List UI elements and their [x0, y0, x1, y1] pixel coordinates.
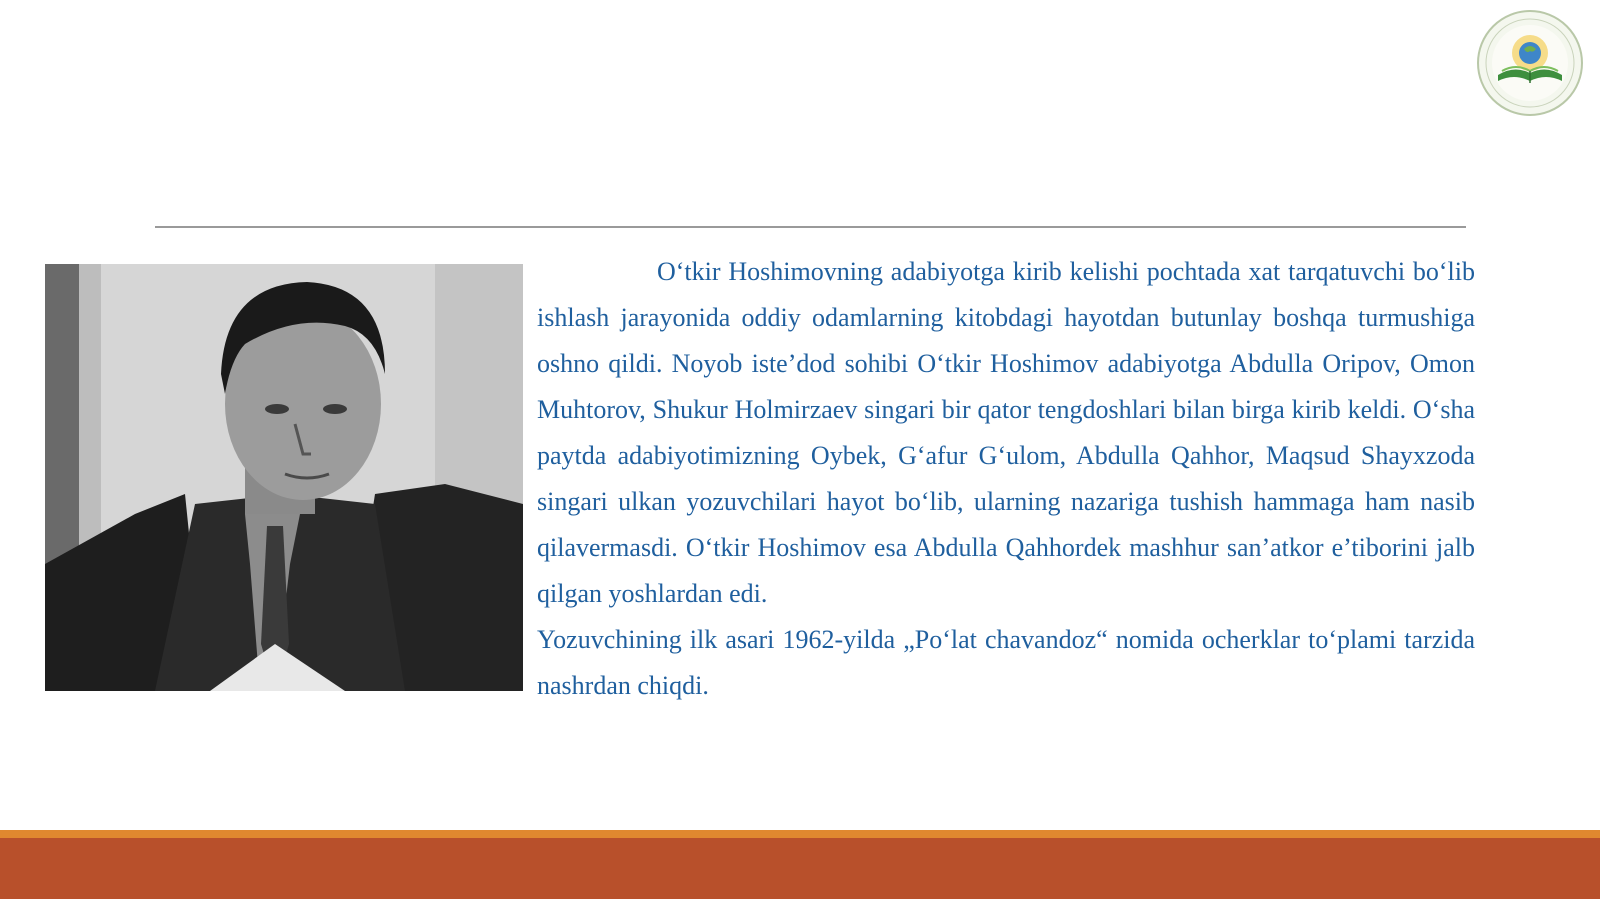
- author-portrait-photo: [45, 264, 523, 691]
- footer-bar-accent: [0, 830, 1600, 838]
- body-text: [537, 249, 1475, 709]
- header-divider: [155, 226, 1466, 228]
- footer-bar: [0, 830, 1600, 899]
- paragraph-first-work: Yozuvchining ilk asari 1962-yilda „Po‘lat chavandoz“ nomida ocherklar to‘plami tarzida nashrdan chiqdi.: [537, 625, 1475, 700]
- emblem-logo: [1476, 9, 1584, 117]
- paragraph-biography: O‘tkir Hoshimovning adabiyotga kirib kelishi pochtada xat tarqatuvchi bo‘lib ishlash jarayonida oddiy odamlarning kitobdagi hayotdan butunlay boshqa turmushiga oshno qildi. Noyob iste’dod sohibi O‘tkir Hoshimov adabiyotga Abdulla Oripov, Omon Muhtorov, Shukur Holmirzaev singari bir qator tengdoshlari bilan birga kirib keldi. O‘sha paytda adabiyotimizning Oybek, G‘afur G‘ulom, Abdulla Qahhor, Maqsud Shayxzoda singari ulkan yozuvchilari hayot bo‘lib, ularning nazariga tushish hammaga ham nasib qilavermasdi. O‘tkir Hoshimov esa Abdulla Qahhordek mashhur san’atkor e’tiborini jalb qilgan yoshlardan edi.: [537, 257, 1475, 608]
